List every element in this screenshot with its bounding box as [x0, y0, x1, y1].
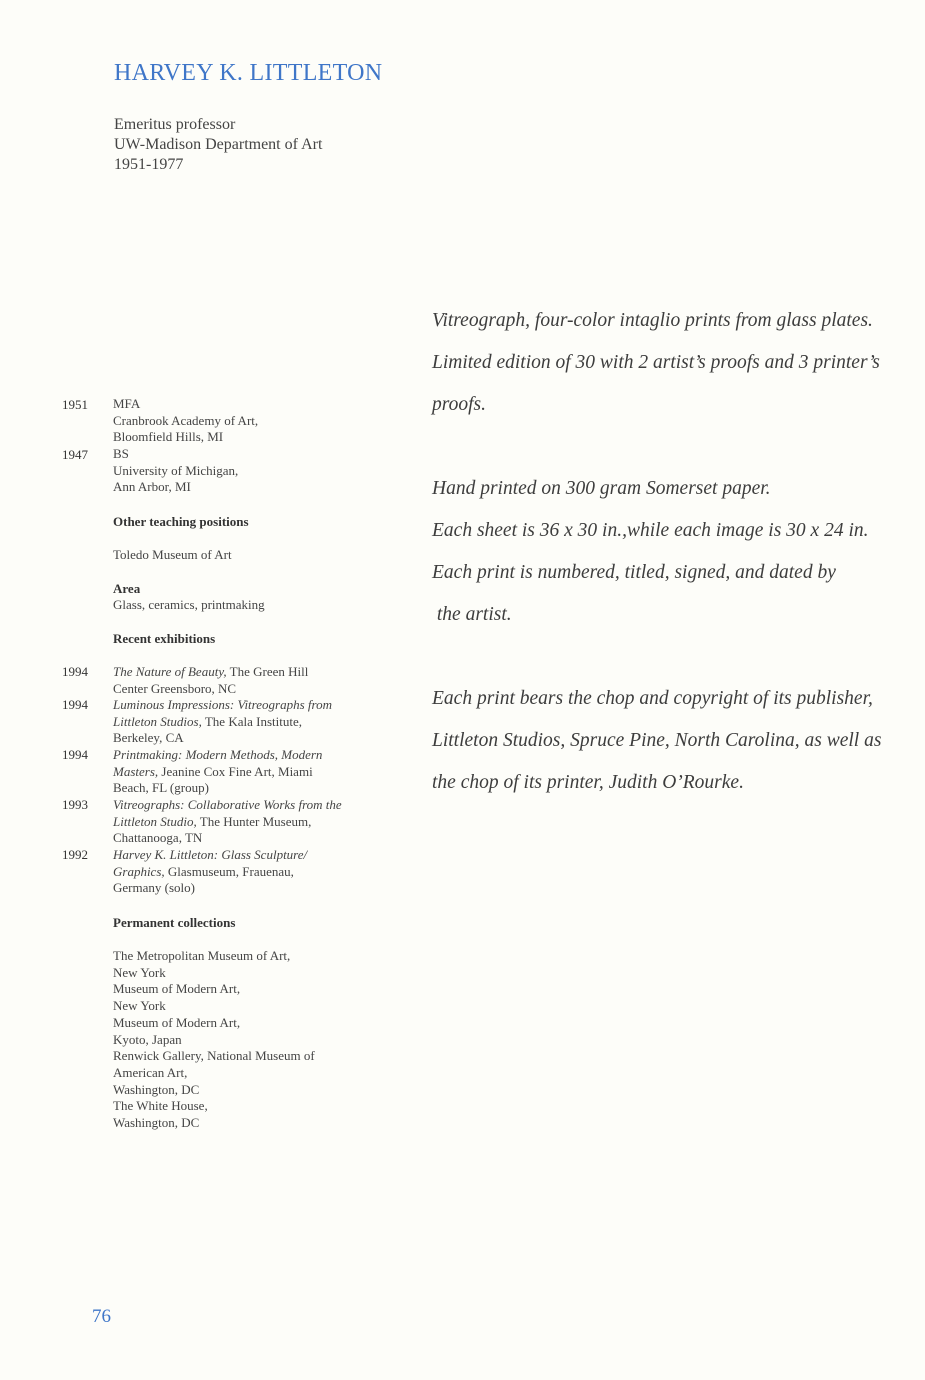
- exhibition-year: 1994: [62, 697, 88, 712]
- teaching-heading: Other teaching positions: [113, 514, 249, 529]
- collection-line: Kyoto, Japan: [113, 1031, 182, 1047]
- teaching-value: Toledo Museum of Art: [113, 547, 232, 562]
- education-entry: [113, 396, 258, 446]
- description-line: the artist.: [432, 604, 512, 625]
- exhibition-location: Germany (solo): [113, 880, 195, 896]
- exhibition-year: 1994: [62, 747, 88, 762]
- description-line: Hand printed on 300 gram Somerset paper.: [432, 478, 771, 499]
- education-school: University of Michigan,: [113, 462, 239, 478]
- exhibition-title-cont: Masters,: [113, 763, 159, 779]
- exhibition-entry: [113, 697, 332, 747]
- exhibition-venue: Jeanine Cox Fine Art, Miami: [158, 763, 313, 779]
- exhibition-entry: [113, 664, 308, 697]
- collection-line: The White House,: [113, 1098, 208, 1114]
- description-line: Each print is numbered, titled, signed, and dated by: [432, 562, 836, 583]
- exhibition-location: Center Greensboro, NC: [113, 680, 237, 696]
- affiliation-block: [114, 115, 322, 175]
- education-year: 1951: [62, 397, 88, 412]
- collection-line: Washington, DC: [113, 1081, 200, 1097]
- description-line: Littleton Studios, Spruce Pine, North Carolina, as well as: [432, 730, 882, 751]
- exhibition-entry: [113, 747, 322, 797]
- exhibition-location: Berkeley, CA: [113, 730, 184, 746]
- exhibition-location: Beach, FL (group): [113, 780, 209, 796]
- exhibition-title: Harvey K. Littleton: Glass Sculpture/: [113, 847, 308, 862]
- exhibition-venue: The Green Hill: [226, 664, 309, 679]
- collections-heading: Permanent collections: [113, 915, 236, 930]
- education-degree: BS: [113, 446, 129, 461]
- education-entry: [113, 446, 238, 496]
- exhibition-title-cont: Graphics,: [113, 863, 165, 879]
- description-line: Each print bears the chop and copyright of its publisher,: [432, 688, 873, 709]
- description-line: the chop of its printer, Judith O’Rourke.: [432, 772, 744, 793]
- collection-line: Museum of Modern Art,: [113, 1014, 241, 1030]
- exhibition-title: Vitreographs: Collaborative Works from the: [113, 797, 342, 812]
- exhibition-title: Luminous Impressions: Vitreographs from: [113, 697, 332, 712]
- exhibition-year: 1992: [62, 847, 88, 862]
- area-heading: Area: [113, 581, 141, 596]
- exhibitions-heading: Recent exhibitions: [113, 631, 216, 646]
- page-number: 76: [92, 1306, 111, 1327]
- artist-name: HARVEY K. LITTLETON: [114, 60, 383, 86]
- exhibition-year: 1994: [62, 664, 88, 679]
- exhibition-entry: [113, 847, 307, 897]
- collection-line: Washington, DC: [113, 1115, 200, 1131]
- description-line: Each sheet is 36 x 30 in.,while each image is 30 x 24 in.: [432, 520, 869, 541]
- affiliation-title: Emeritus professor: [114, 116, 236, 133]
- affiliation-department: UW-Madison Department of Art: [114, 136, 323, 153]
- exhibition-location: Chattanooga, TN: [113, 830, 203, 846]
- education-location: Ann Arbor, MI: [113, 479, 191, 495]
- affiliation-years: 1951-1977: [114, 156, 184, 173]
- exhibition-year: 1993: [62, 797, 88, 812]
- description-line: Limited edition of 30 with 2 artist’s proofs and 3 printer’s: [432, 352, 880, 373]
- education-year: 1947: [62, 447, 88, 462]
- collection-line: The Metropolitan Museum of Art,: [113, 948, 291, 963]
- exhibition-title-cont: Littleton Studios,: [113, 713, 202, 729]
- collections-list: [113, 948, 315, 1132]
- exhibition-venue: Glasmuseum, Frauenau,: [164, 863, 294, 879]
- collection-line: New York: [113, 998, 166, 1014]
- description-line: proofs.: [432, 394, 486, 415]
- collection-line: Museum of Modern Art,: [113, 981, 241, 997]
- exhibition-title: The Nature of Beauty,: [113, 664, 227, 679]
- collection-line: New York: [113, 964, 166, 980]
- description-line: Vitreograph, four-color intaglio prints from glass plates.: [432, 310, 873, 331]
- education-location: Bloomfield Hills, MI: [113, 429, 224, 445]
- area-value: Glass, ceramics, printmaking: [113, 597, 265, 612]
- exhibition-entry: [113, 797, 342, 847]
- education-degree: MFA: [113, 396, 141, 411]
- exhibition-title: Printmaking: Modern Methods, Modern: [113, 747, 323, 762]
- collection-line: American Art,: [113, 1064, 188, 1080]
- exhibition-title-cont: Littleton Studio,: [113, 813, 197, 829]
- education-school: Cranbrook Academy of Art,: [113, 412, 259, 428]
- collection-line: Renwick Gallery, National Museum of: [113, 1048, 315, 1064]
- exhibition-venue: The Hunter Museum,: [196, 813, 312, 829]
- exhibition-venue: The Kala Institute,: [201, 713, 302, 729]
